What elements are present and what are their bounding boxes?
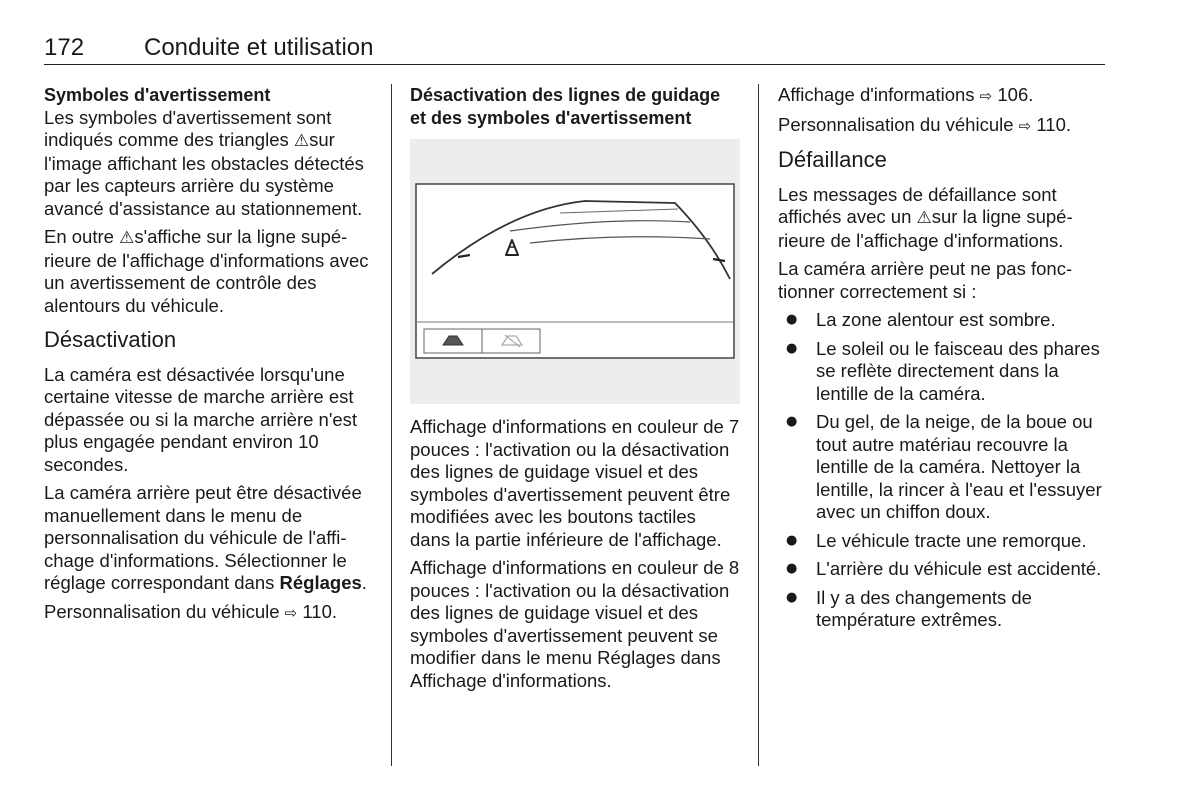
deactivation-paragraph-1: La caméra est désactivée lorsqu'une certaine vitesse de marche arrière est dépassée ou si la marche arrière n'est plus engagée pendant environ 10 secondes. <box>44 363 358 475</box>
settings-menu-label: Réglages <box>279 572 362 593</box>
column-left <box>44 84 374 630</box>
camera-screen-svg <box>410 139 740 404</box>
text-fragment: La caméra arrière peut être désactivée manuellement dans le menu de personnalisation du véhicule de l'affichage d'informations. Sélectionner le réglage correspondant dans <box>44 482 362 593</box>
chapter-title: Conduite et utilisation <box>144 34 374 61</box>
text-fragment: Les messages de défaillance sont affichés avec un <box>778 183 1057 227</box>
list-item: ● L'arrière du véhicule est accidenté. <box>778 558 1108 581</box>
page-number: 172 <box>44 34 85 61</box>
page-header <box>44 34 1105 65</box>
column-divider <box>758 84 759 766</box>
text-fragment: Les symboles d'avertissement sont indiqués comme des triangles <box>44 106 332 150</box>
personalisation-reference <box>778 114 1108 138</box>
reference-arrow-icon: ⇨ <box>1018 116 1032 135</box>
reference-page: 110. <box>302 600 338 622</box>
text-fragment: s'affiche sur la ligne supérieure de l'affichage d'informations avec un avertissement de contrôle des alentours du véhicule. <box>44 226 369 316</box>
reference-text: Personnalisation du véhicule <box>44 600 280 622</box>
seven-inch-display-paragraph: Affichage d'informations en couleur de 7 pouces : l'activation ou la désactivation des lignes de guidage visuel et des symboles d'avertissement peuvent être modifiées avec les boutons tactiles dans la partie inférieure de l'affichage. <box>410 416 740 550</box>
deactivation-paragraph-2 <box>44 482 374 595</box>
column-middle <box>410 84 740 698</box>
text-fragment: sur l'image affichant les obstacles détectés par les capteurs arrière du système avancé d'assistance au stationnement. <box>44 129 364 219</box>
reference-page: 110. <box>1036 113 1072 135</box>
reference-arrow-icon: ⇨ <box>284 603 298 622</box>
reference-arrow-icon: ⇨ <box>979 87 993 105</box>
guidance-lines-off-button[interactable] <box>482 329 540 353</box>
text-fragment: En outre <box>44 226 120 247</box>
fault-paragraph-1 <box>778 184 1108 253</box>
fault-heading: Défaillance <box>778 147 887 172</box>
list-item: ● La zone alentour est sombre. <box>778 309 1108 332</box>
personalisation-reference <box>44 601 374 625</box>
fault-conditions-list <box>778 309 1108 632</box>
info-display-reference <box>778 84 1108 108</box>
list-item: ● Du gel, de la neige, de la boue ou tout autre matériau recouvre la lentille de la caméra. Nettoyer la lentille, la rincer à l'eau et l'essuyer avec un chiffon doux. <box>778 411 1108 524</box>
rear-camera-display-illustration <box>410 139 740 404</box>
warning-triangle-icon: ⚠ <box>119 228 135 248</box>
warning-symbols-heading: Symboles d'avertissement <box>44 85 271 105</box>
reference-text: Affichage d'informations <box>778 84 975 105</box>
eight-inch-display-paragraph: Affichage d'informations en couleur de 8 pouces : l'activation ou la désactivation des lignes de guidage visuel et des symboles d'avertissement peuvent se modifier dans le menu Réglages dans Affichage d'informations. <box>410 557 740 691</box>
warning-symbols-paragraph <box>44 107 374 221</box>
reference-text: Personnalisation du véhicule <box>778 113 1014 135</box>
list-item: ● Le soleil ou le faisceau des phares se reflète directement dans la lentille de la caméra. <box>778 338 1108 406</box>
guidance-deactivation-heading: Désactivation des lignes de guidage et des symboles d'avertissement <box>410 85 721 128</box>
column-divider <box>391 84 392 766</box>
warning-triangle-icon: ⚠ <box>916 208 932 228</box>
fault-paragraph-2: La caméra arrière peut ne pas fonctionner correctement si : <box>778 258 1073 302</box>
text-fragment: sur la ligne supérieure de l'affichage d'informations. <box>778 206 1073 251</box>
reference-page: 106. <box>997 84 1034 105</box>
deactivation-heading: Désactivation <box>44 327 177 352</box>
text-fragment: . <box>361 572 367 593</box>
list-item: ● Il y a des changements de température extrêmes. <box>778 587 1108 632</box>
list-item: ● Le véhicule tracte une remorque. <box>778 530 1108 553</box>
column-right <box>778 84 1108 638</box>
warning-display-paragraph <box>44 226 374 317</box>
warning-triangle-icon: ⚠ <box>293 131 310 151</box>
